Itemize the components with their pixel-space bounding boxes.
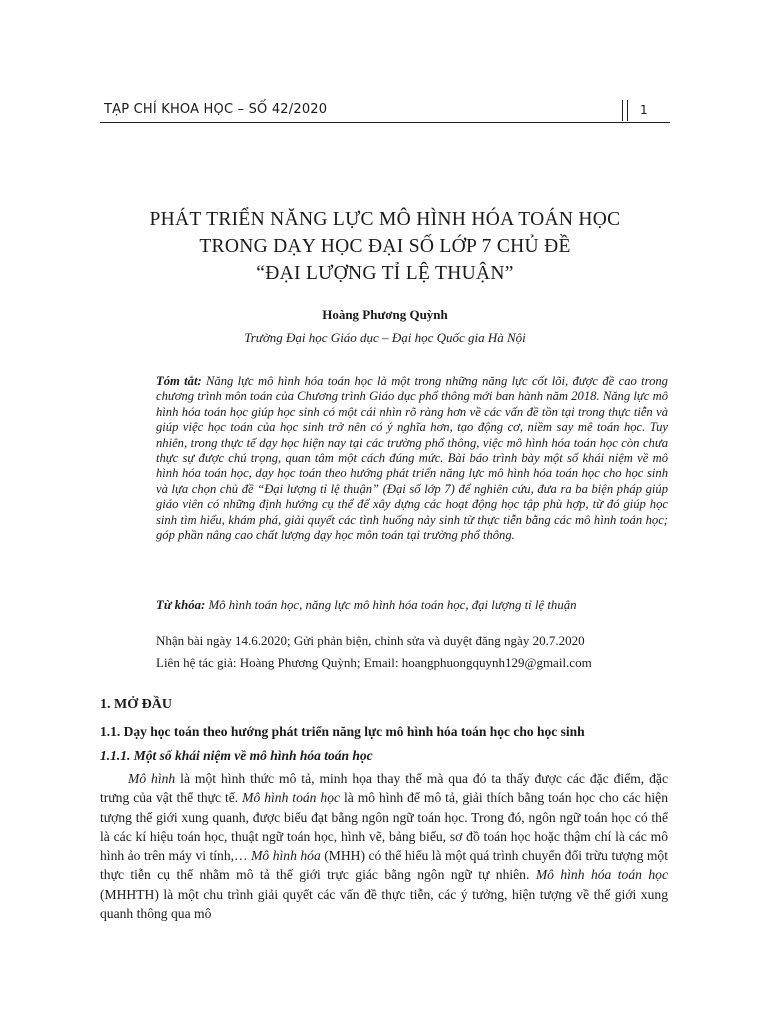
term-math-modelling: Mô hình hóa toán học bbox=[535, 867, 668, 883]
title-line-1: PHÁT TRIỂN NĂNG LỰC MÔ HÌNH HÓA TOÁN HỌC bbox=[149, 209, 621, 230]
abstract-label: Tóm tắt: bbox=[156, 374, 202, 388]
title-line-2: TRONG DẠY HỌC ĐẠI SỐ LỚP 7 CHỦ ĐỀ bbox=[199, 236, 571, 257]
page-number: 1 bbox=[640, 103, 648, 117]
term-math-model: Mô hình toán học bbox=[242, 790, 341, 806]
abstract-text: Năng lực mô hình hóa toán học là một trong những năng lực cốt lõi, được đề cao trong chương trình môn toán của Chương trình Giáo dục phổ thông mới ban hành năm 2018. Năng lực mô hình hóa toán học giúp học sinh có một cái nhìn rõ ràng hơn về các vấn đề tồn tại trong thực tiễn và giúp việc học toán của học sinh trở nên có ý nghĩa hơn, tạo động cơ, niềm say mê toán học. Tuy nhiên, trong thực tế dạy học hiện nay tại các trường phổ thông, việc mô hình hóa toán học còn chưa thực sự được chú trọng, quan tâm một cách đúng mức. Bài báo trình bày một số khái niệm về mô hình hóa toán học, dạy học toán theo hướng phát triển năng lực mô hình hóa toán học cho học sinh và lựa chọn chủ đề “Đại lượng tỉ lệ thuận” (Đại số lớp 7) để nghiên cứu, đưa ra ba biện pháp giúp giáo viên có những định hướng cụ thể để xây dựng các hoạt động học tập phù hợp, từ đó giúp học sinh tìm hiểu, khám phá, giải quyết các tình huống nảy sinh từ thực tiễn bằng các mô hình toán học; góp phần nâng cao chất lượng dạy học môn toán tại trường phổ thông. bbox=[156, 374, 668, 543]
author-affiliation: Trường Đại học Giáo dục – Đại học Quốc gia Hà Nội bbox=[244, 330, 526, 345]
author-contact: Liên hệ tác giả: Hoàng Phương Quỳnh; Email: hoangphuongquynh129@gmail.com bbox=[156, 655, 592, 670]
section-heading-intro: 1. MỞ ĐẦU bbox=[100, 697, 172, 712]
keywords-text: Mô hình toán học, năng lực mô hình hóa toán học, đại lượng tỉ lệ thuận bbox=[205, 598, 577, 612]
subsection-heading-1-1-1: 1.1.1. Một số khái niệm về mô hình hóa toán học bbox=[100, 748, 373, 763]
text-run: là mô hình để mô tả, giải thích bằng toán học cho các hiện tượng thế giới xung quanh, được biểu đạt bằng ngôn ngữ toán học. Trong đó, ngôn ngữ toán học có thể là các kí hiệu toán học, thuật ngữ toán học, hình vẽ, bảng biểu, sơ đồ toán học hoặc thậm chí là các mô hình ảo trên máy vi tính,… bbox=[100, 790, 669, 864]
text-run: (MHH) có thể hiểu là một quá trình chuyển đổi trừu tượng một thực tiễn cụ thể nhằm mô tả thế giới trực giác bằng ngôn ngữ tự nhiên. bbox=[100, 848, 668, 883]
author-name: Hoàng Phương Quỳnh bbox=[322, 307, 448, 322]
article-title bbox=[100, 206, 670, 287]
abstract bbox=[156, 374, 668, 543]
body-paragraph bbox=[100, 769, 668, 923]
term-modelling: Mô hình hóa bbox=[251, 848, 321, 864]
title-line-3: “ĐẠI LƯỢNG TỈ LỆ THUẬN” bbox=[256, 263, 514, 284]
keywords bbox=[156, 598, 668, 613]
received-dates: Nhận bài ngày 14.6.2020; Gửi phản biện, chỉnh sửa và duyệt đăng ngày 20.7.2020 bbox=[156, 633, 585, 648]
keywords-label: Từ khóa: bbox=[156, 598, 206, 612]
header-separator bbox=[622, 100, 628, 121]
journal-name: TẠP CHÍ KHOA HỌC – SỐ 42/2020 bbox=[104, 102, 328, 117]
text-run: là một hình thức mô tả, minh họa thay thế mà qua đó ta thấy được các đặc điểm, đặc trưng của vật thể thực tế. bbox=[100, 771, 669, 806]
text-run: (MHHTH) là một chu trình giải quyết các vấn đề thực tiễn, các ý tưởng, hiện tượng về thế giới xung quanh thông qua mô bbox=[100, 886, 668, 922]
subsection-heading-1-1: 1.1. Dạy học toán theo hướng phát triển năng lực mô hình hóa toán học cho học sinh bbox=[100, 724, 585, 739]
running-header bbox=[100, 100, 670, 123]
term-model: Mô hình bbox=[128, 771, 176, 786]
